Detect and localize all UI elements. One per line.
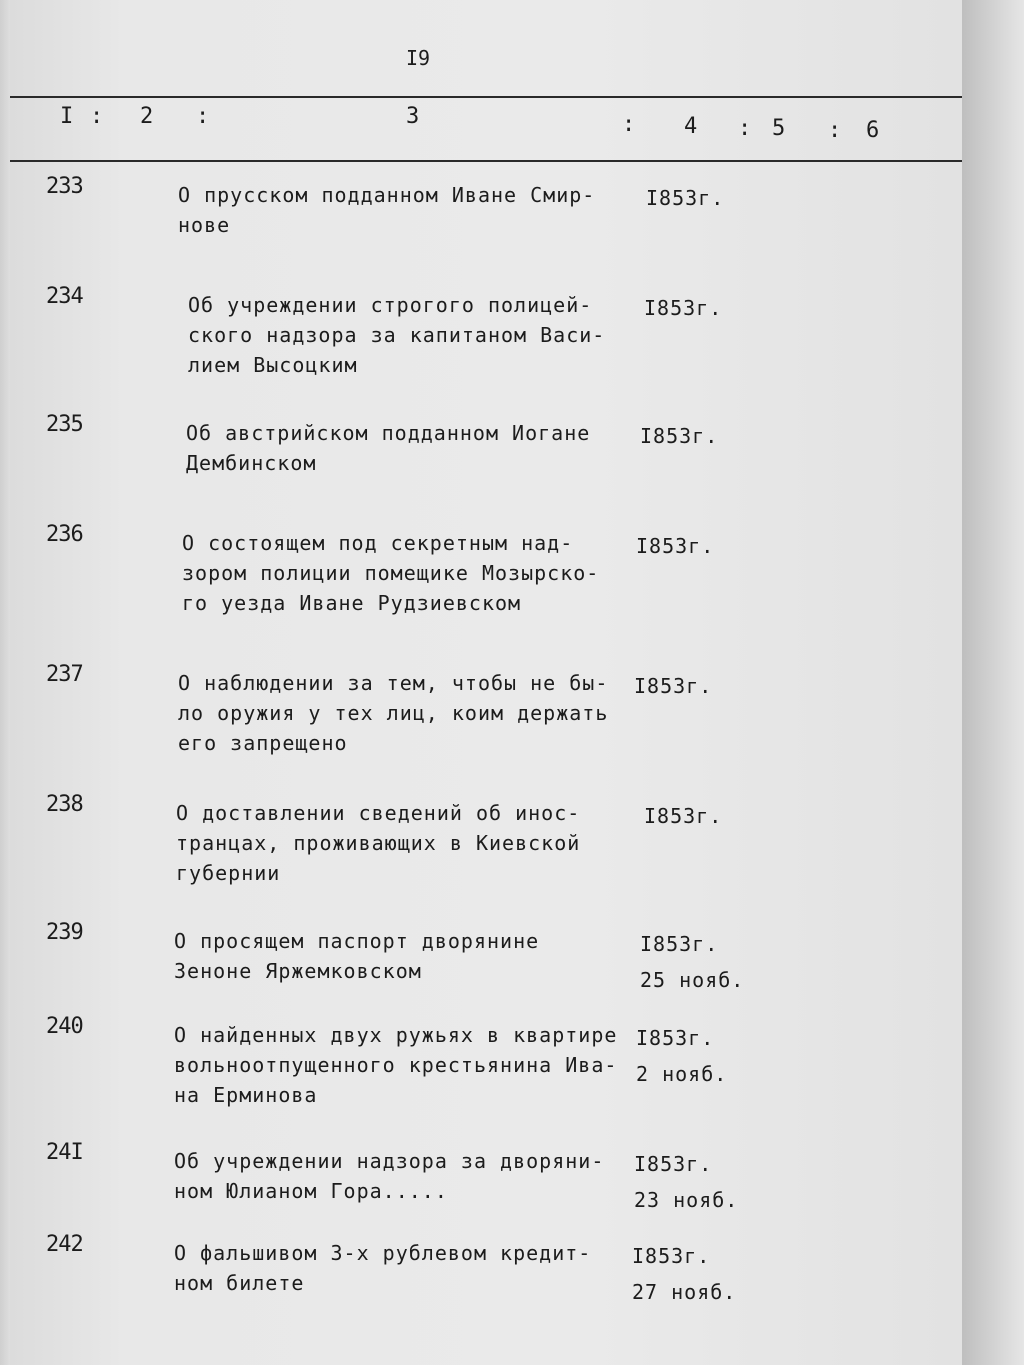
header-rule-bottom bbox=[10, 160, 962, 162]
item-number: 240 bbox=[46, 1014, 83, 1039]
item-title: О просящем паспорт дворянине Зеноне Яржемковском bbox=[174, 929, 540, 983]
item-number: 24I bbox=[46, 1140, 83, 1165]
column-separator: : bbox=[738, 116, 752, 141]
column-header: 2 bbox=[140, 104, 154, 129]
item-title: О состоящем под секретным над- зором полиции помещике Мозырско- го уезда Иване Рудзиевском bbox=[182, 531, 600, 615]
item-title: Об учреждении строгого полицей- ского надзора за капитаном Васи- лием Высоцким bbox=[188, 293, 606, 377]
item-title: О наблюдении за тем, чтобы не бы- ло оружия у тех лиц, коим держать его запрещено bbox=[178, 671, 609, 755]
column-header: 6 bbox=[866, 118, 880, 143]
item-number: 238 bbox=[46, 792, 83, 817]
column-header: 3 bbox=[406, 104, 420, 129]
item-number: 236 bbox=[46, 522, 83, 547]
column-header: 5 bbox=[772, 116, 786, 141]
item-date: I853г. bbox=[644, 296, 723, 320]
item-date: I853г. bbox=[644, 804, 723, 828]
item-date: I853г. 2 нояб. bbox=[636, 1026, 728, 1086]
column-separator: : bbox=[622, 112, 636, 137]
item-title: О найденных двух ружьях в квартире вольноотпущенного крестьянина Ива- на Ерминова bbox=[174, 1023, 618, 1107]
item-date: I853г. bbox=[646, 186, 725, 210]
item-title: Об учреждении надзора за дворяни- ном Юлианом Гора..... bbox=[174, 1149, 605, 1203]
item-date: I853г. 23 нояб. bbox=[634, 1152, 739, 1212]
item-number: 237 bbox=[46, 662, 83, 687]
item-title: О прусском подданном Иване Смир- нове bbox=[178, 183, 596, 237]
item-number: 235 bbox=[46, 412, 83, 437]
item-title: О доставлении сведений об инос- транцах, проживающих в Киевской губернии bbox=[176, 801, 581, 885]
background-right-edge bbox=[960, 0, 1024, 1365]
column-separator: : bbox=[828, 118, 842, 143]
column-separator: : bbox=[90, 104, 104, 129]
item-date: I853г. bbox=[634, 674, 713, 698]
column-separator: : bbox=[196, 104, 210, 129]
item-date: I853г. bbox=[636, 534, 715, 558]
header-rule-top bbox=[10, 96, 962, 98]
item-number: 242 bbox=[46, 1232, 83, 1257]
column-header: I bbox=[60, 104, 74, 129]
item-title: Об австрийском подданном Иогане Дембинском bbox=[186, 421, 591, 475]
item-date: I853г. bbox=[640, 424, 719, 448]
item-number: 234 bbox=[46, 284, 83, 309]
document-page bbox=[10, 0, 962, 1365]
column-header: 4 bbox=[684, 114, 698, 139]
item-number: 233 bbox=[46, 174, 83, 199]
item-date: I853г. 27 нояб. bbox=[632, 1244, 737, 1304]
item-title: О фальшивом 3-х рублевом кредит- ном билете bbox=[174, 1241, 592, 1295]
item-number: 239 bbox=[46, 920, 83, 945]
page-number: I9 bbox=[406, 46, 431, 70]
item-date: I853г. 25 нояб. bbox=[640, 932, 745, 992]
